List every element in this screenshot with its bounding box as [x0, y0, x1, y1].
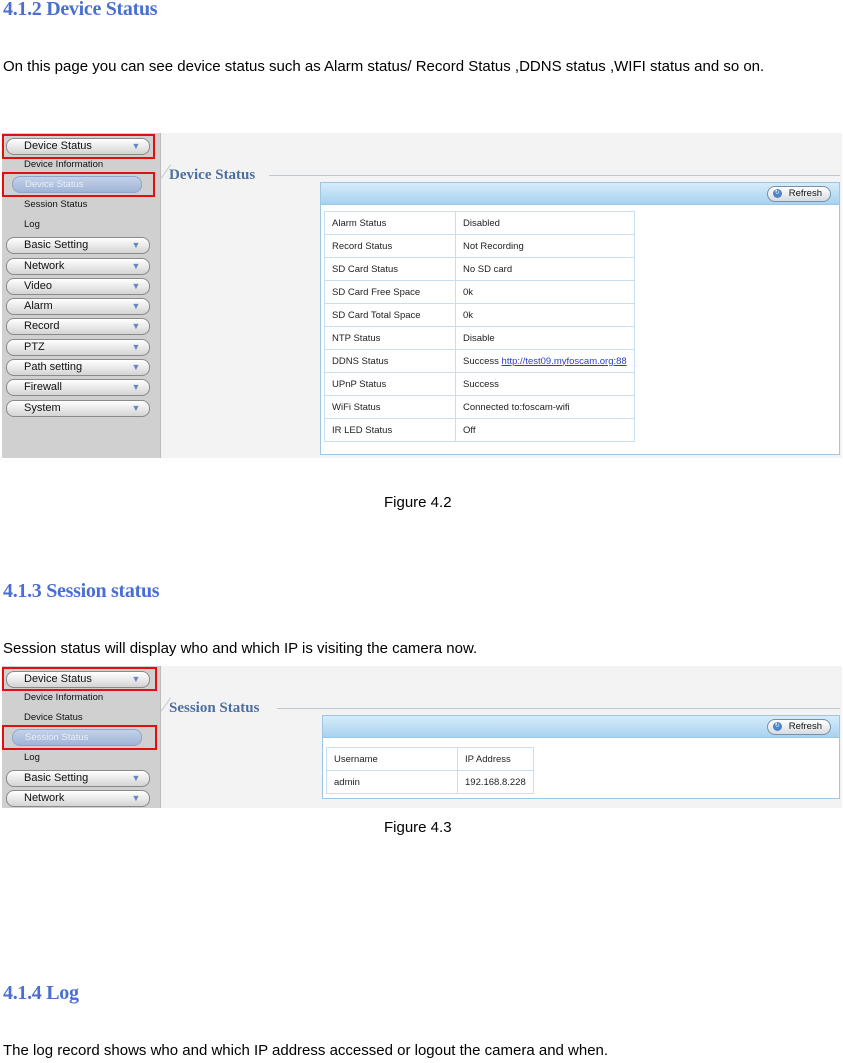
status-label: DDNS Status: [325, 350, 456, 373]
status-value: Disabled: [463, 217, 500, 229]
table-row: [325, 350, 635, 373]
cell-username: admin: [327, 771, 458, 794]
chevron-down-icon: ▼: [131, 674, 141, 684]
figure-device-status-screenshot: [2, 133, 842, 458]
menu-item-basic-setting[interactable]: Basic Setting ▼: [6, 770, 150, 787]
figure-session-status-screenshot: [2, 666, 842, 808]
status-label: UPnP Status: [325, 373, 456, 396]
chevron-down-icon: ▼: [131, 793, 141, 803]
status-value: Connected to:foscam-wifi: [463, 401, 570, 413]
table-row: [325, 212, 635, 235]
section-paragraph-device-status: On this page you can see device status such as Alarm status/ Record Status ,DDNS status ,WIFI status and so on.: [3, 58, 765, 75]
cell-ip-address: 192.168.8.228: [458, 771, 534, 794]
main-content: [161, 666, 842, 808]
status-label: Alarm Status: [325, 212, 456, 235]
table-row: [325, 419, 635, 442]
section-heading-log: 4.1.4 Log: [3, 982, 79, 1004]
status-panel: [320, 182, 840, 455]
chevron-down-icon: ▼: [131, 321, 141, 331]
status-label: WiFi Status: [325, 396, 456, 419]
chevron-down-icon: ▼: [131, 141, 141, 151]
highlight-box: [2, 667, 157, 691]
table-row: [325, 327, 635, 350]
status-value: 0k: [463, 286, 474, 298]
ddns-link[interactable]: http://test09.myfoscam.org:88: [501, 355, 627, 367]
chevron-down-icon: ▼: [131, 240, 141, 250]
chevron-down-icon: ▼: [131, 773, 141, 783]
submenu-item-log[interactable]: Log: [24, 752, 40, 763]
status-label: Record Status: [325, 235, 456, 258]
status-value-cell: [456, 419, 635, 442]
status-value: Success: [463, 378, 499, 390]
status-value-cell: [456, 327, 635, 350]
status-value: 0k: [463, 309, 474, 321]
submenu-item-session-status[interactable]: Session Status: [24, 199, 88, 210]
table-row: [325, 235, 635, 258]
menu-item-network[interactable]: Network ▼: [6, 790, 150, 807]
title-divider: [277, 708, 840, 709]
submenu-item-device-information[interactable]: Device Information: [24, 159, 104, 170]
status-value: No SD card: [463, 263, 513, 275]
menu-item-network[interactable]: Network ▼: [6, 258, 150, 275]
submenu-item-session-status[interactable]: Session Status: [12, 729, 142, 746]
highlight-box: [2, 725, 157, 750]
refresh-button[interactable]: ↻ Refresh: [767, 186, 831, 202]
menu-item-ptz[interactable]: PTZ ▼: [6, 339, 150, 356]
submenu-item-log[interactable]: Log: [24, 219, 40, 230]
table-row: [325, 304, 635, 327]
status-value-cell: [456, 212, 635, 235]
highlight-box: [2, 172, 155, 197]
menu-item-device-status[interactable]: Device Status ▼: [6, 671, 150, 688]
menu-item-alarm[interactable]: Alarm ▼: [6, 298, 150, 315]
table-row: [325, 258, 635, 281]
menu-item-firewall[interactable]: Firewall ▼: [6, 379, 150, 396]
section-paragraph-session-status: Session status will display who and which IP is visiting the camera now.: [3, 640, 478, 657]
column-header-ip-address: IP Address: [458, 748, 534, 771]
figure-caption: Figure 4.2: [384, 494, 452, 511]
status-table: [324, 211, 635, 442]
table-row: [325, 396, 635, 419]
refresh-button[interactable]: ↻ Refresh: [767, 719, 831, 735]
chevron-down-icon: ▼: [131, 403, 141, 413]
status-value-cell: [456, 350, 635, 373]
submenu-item-device-information[interactable]: Device Information: [24, 692, 104, 703]
status-value-cell: [456, 304, 635, 327]
status-value: Not Recording: [463, 240, 524, 252]
menu-item-record[interactable]: Record ▼: [6, 318, 150, 335]
page-title: Session Status: [169, 700, 260, 716]
status-value-cell: [456, 373, 635, 396]
table-row: [325, 281, 635, 304]
column-header-username: Username: [327, 748, 458, 771]
chevron-down-icon: ▼: [131, 342, 141, 352]
figure-caption: Figure 4.3: [384, 819, 452, 836]
table-header-row: [327, 748, 534, 771]
panel-toolbar: [321, 183, 839, 205]
section-heading-session-status: 4.1.3 Session status: [3, 580, 160, 602]
panel-toolbar: [323, 716, 839, 738]
submenu-item-device-status[interactable]: Device Status: [24, 712, 83, 723]
status-value-cell: [456, 235, 635, 258]
status-label: SD Card Status: [325, 258, 456, 281]
title-divider: [269, 175, 840, 176]
status-value: Disable: [463, 332, 495, 344]
status-label: IR LED Status: [325, 419, 456, 442]
refresh-icon: ↻: [774, 723, 780, 729]
chevron-down-icon: ▼: [131, 362, 141, 372]
chevron-down-icon: ▼: [131, 261, 141, 271]
refresh-icon: ↻: [774, 190, 780, 196]
status-label: SD Card Total Space: [325, 304, 456, 327]
page-title: Device Status: [169, 167, 256, 183]
status-label: NTP Status: [325, 327, 456, 350]
main-content: [161, 133, 842, 458]
table-row: [325, 373, 635, 396]
menu-item-device-status[interactable]: Device Status ▼: [6, 138, 150, 155]
status-label: SD Card Free Space: [325, 281, 456, 304]
chevron-down-icon: ▼: [131, 281, 141, 291]
status-value-cell: [456, 396, 635, 419]
status-value-cell: [456, 258, 635, 281]
status-value: Off: [463, 424, 476, 436]
menu-item-system[interactable]: System ▼: [6, 400, 150, 417]
menu-item-basic-setting[interactable]: Basic Setting ▼: [6, 237, 150, 254]
status-value-cell: [456, 281, 635, 304]
chevron-down-icon: ▼: [131, 301, 141, 311]
menu-item-path-setting[interactable]: Path setting ▼: [6, 359, 150, 376]
table-row: [327, 771, 534, 794]
session-panel: [322, 715, 840, 799]
section-paragraph-log: The log record shows who and which IP address accessed or logout the camera and when.: [3, 1042, 609, 1059]
section-heading-device-status: 4.1.2 Device Status: [3, 0, 158, 20]
session-table: [326, 747, 534, 794]
status-value: Success: [463, 355, 499, 367]
highlight-box: [2, 134, 155, 159]
submenu-item-device-status[interactable]: Device Status: [12, 176, 142, 193]
menu-item-video[interactable]: Video ▼: [6, 278, 150, 295]
chevron-down-icon: ▼: [131, 382, 141, 392]
